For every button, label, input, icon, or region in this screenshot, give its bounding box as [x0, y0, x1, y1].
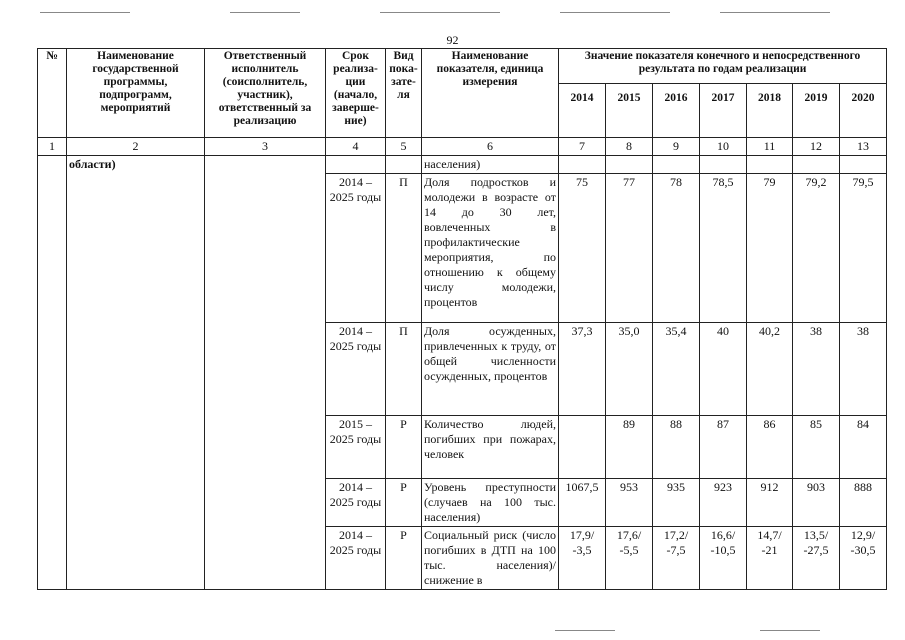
indicator-type-cell: П — [386, 174, 422, 323]
indicator-name-cell: Доля подростков и молодежи в возрасте от 14 до 30 лет, вовлеченных в профилактические мероприятия, по отношению к общему числу молодежи, процентов — [422, 174, 559, 323]
scan-artifact-line — [230, 12, 300, 13]
indicator-type-cell: Р — [386, 416, 422, 479]
header-values-group: Значение показателя конечного и непосредственного результата по годам реализации — [559, 49, 887, 84]
value-cell: 903 — [793, 479, 840, 527]
value-cell: 38 — [840, 323, 887, 416]
column-number: 3 — [205, 138, 326, 156]
cell-empty — [653, 156, 700, 174]
column-number: 9 — [653, 138, 700, 156]
value-cell: 78,5 — [700, 174, 747, 323]
indicator-type-cell: П — [386, 323, 422, 416]
value-cell: 1067,5 — [559, 479, 606, 527]
value-cell: 35,0 — [606, 323, 653, 416]
value-cell: 79,5 — [840, 174, 887, 323]
header-year: 2015 — [606, 84, 653, 138]
value-cell: 40 — [700, 323, 747, 416]
column-number: 10 — [700, 138, 747, 156]
value-cell: 77 — [606, 174, 653, 323]
indicator-carry: населения) — [422, 156, 559, 174]
value-cell: 75 — [559, 174, 606, 323]
header-program-name: Наименование государственной программы, подпрограмм, мероприятий — [67, 49, 205, 138]
column-number: 13 — [840, 138, 887, 156]
column-number: 2 — [67, 138, 205, 156]
column-number-row — [38, 138, 887, 156]
column-number: 7 — [559, 138, 606, 156]
value-cell: 79 — [747, 174, 793, 323]
header-executor: Ответственный исполнитель (соисполнитель, участник), ответственный за реализацию — [205, 49, 326, 138]
value-cell: 85 — [793, 416, 840, 479]
value-cell: 935 — [653, 479, 700, 527]
indicator-type-cell: Р — [386, 527, 422, 590]
value-cell: 78 — [653, 174, 700, 323]
indicator-type-cell: Р — [386, 479, 422, 527]
cell-empty — [840, 156, 887, 174]
indicator-name-cell: Социальный риск (число погибших в ДТП на 100 тыс. населения)/снижение в — [422, 527, 559, 590]
header-year: 2019 — [793, 84, 840, 138]
value-cell: 912 — [747, 479, 793, 527]
header-no: № — [38, 49, 67, 138]
value-cell: 87 — [700, 416, 747, 479]
column-number: 1 — [38, 138, 67, 156]
column-number: 8 — [606, 138, 653, 156]
term-cell: 2014 – 2025 годы — [326, 174, 386, 323]
scan-artifact-line — [720, 12, 830, 13]
indicator-name-cell: Количество людей, погибших при пожарах, человек — [422, 416, 559, 479]
value-cell — [559, 416, 606, 479]
scan-artifact-line — [380, 12, 500, 13]
cell-empty — [326, 156, 386, 174]
scan-artifact-line — [555, 630, 615, 631]
term-cell: 2014 – 2025 годы — [326, 479, 386, 527]
cell-no-empty — [38, 156, 67, 590]
value-cell: 17,2/ -7,5 — [653, 527, 700, 590]
term-cell: 2014 – 2025 годы — [326, 323, 386, 416]
indicators-table — [37, 48, 887, 590]
value-cell: 14,7/ -21 — [747, 527, 793, 590]
cell-empty — [793, 156, 840, 174]
scan-artifact-line — [760, 630, 820, 631]
column-number: 4 — [326, 138, 386, 156]
column-number: 5 — [386, 138, 422, 156]
page-number: 92 — [446, 33, 459, 47]
term-cell: 2015 – 2025 годы — [326, 416, 386, 479]
value-cell: 88 — [653, 416, 700, 479]
value-cell: 13,5/ -27,5 — [793, 527, 840, 590]
value-cell: 923 — [700, 479, 747, 527]
scan-artifact-line — [40, 12, 130, 13]
header-indicator-type: Вид пока-зате-ля — [386, 49, 422, 138]
value-cell: 40,2 — [747, 323, 793, 416]
value-cell: 17,9/ -3,5 — [559, 527, 606, 590]
value-cell: 79,2 — [793, 174, 840, 323]
header-year: 2020 — [840, 84, 887, 138]
column-number: 6 — [422, 138, 559, 156]
column-number: 11 — [747, 138, 793, 156]
header-year: 2018 — [747, 84, 793, 138]
cell-empty — [747, 156, 793, 174]
value-cell: 16,6/ -10,5 — [700, 527, 747, 590]
header-term: Срок реализа-ции (начало, заверше-ние) — [326, 49, 386, 138]
header-year: 2016 — [653, 84, 700, 138]
program-name-carry: области) — [67, 156, 205, 590]
indicator-name-cell: Доля осужденных, привлеченных к труду, от общей численности осужденных, процентов — [422, 323, 559, 416]
cell-executor-empty — [205, 156, 326, 590]
value-cell: 888 — [840, 479, 887, 527]
value-cell: 953 — [606, 479, 653, 527]
indicator-name-cell: Уровень преступности (случаев на 100 тыс. населения) — [422, 479, 559, 527]
column-number: 12 — [793, 138, 840, 156]
value-cell: 17,6/ -5,5 — [606, 527, 653, 590]
value-cell: 86 — [747, 416, 793, 479]
cell-empty — [606, 156, 653, 174]
value-cell: 38 — [793, 323, 840, 416]
value-cell: 89 — [606, 416, 653, 479]
cell-empty — [559, 156, 606, 174]
value-cell: 12,9/ -30,5 — [840, 527, 887, 590]
cell-empty — [386, 156, 422, 174]
carry-over-row — [38, 156, 887, 174]
term-cell: 2014 – 2025 годы — [326, 527, 386, 590]
value-cell: 84 — [840, 416, 887, 479]
cell-empty — [700, 156, 747, 174]
value-cell: 35,4 — [653, 323, 700, 416]
scan-artifact-line — [560, 12, 670, 13]
value-cell: 37,3 — [559, 323, 606, 416]
header-indicator-name: Наименование показателя, единица измерения — [422, 49, 559, 138]
header-year: 2014 — [559, 84, 606, 138]
header-year: 2017 — [700, 84, 747, 138]
header-row — [38, 49, 887, 84]
